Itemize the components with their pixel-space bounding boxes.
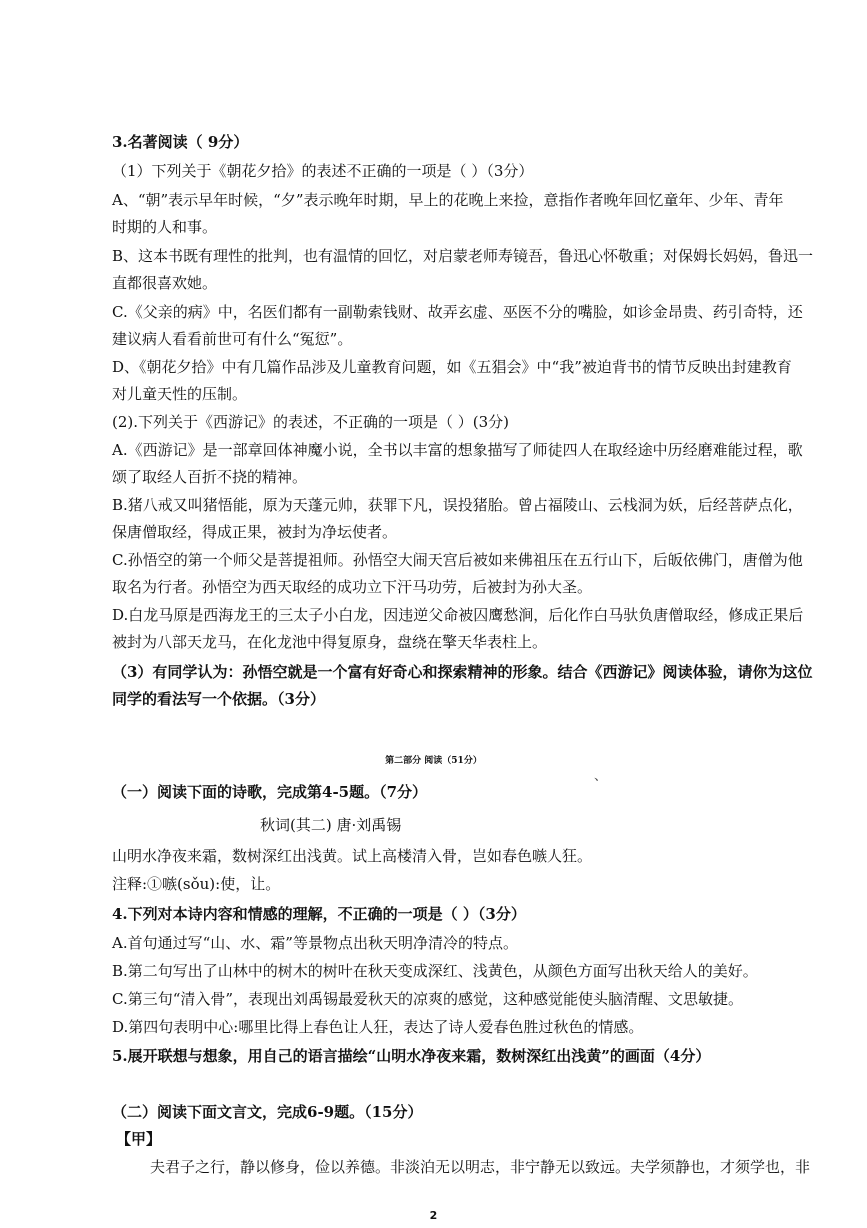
- section3-title: 3.名著阅读（ 9分）: [112, 133, 249, 151]
- stray-mark: 、: [594, 769, 608, 784]
- q4-option-d: D.第四句表明中心:哪里比得上春色让人狂，表达了诗人爱春色胜过秋色的情感。: [112, 1018, 644, 1036]
- q2-option-d-line1: D.白龙马原是西海龙王的三太子小白龙，因违逆父命被囚鹰愁涧，后化作白马驮负唐僧取经，修成正果后: [112, 606, 804, 624]
- q2-stem: (2).下列关于《西游记》的表述，不正确的一项是（ ）(3分): [112, 413, 510, 431]
- q1-option-c-line2: 建议病人看看前世可有什么“冤愆”。: [112, 330, 353, 348]
- q2-option-c-line2: 取名为行者。孙悟空为西天取经的成功立下汗马功劳，后被封为孙大圣。: [112, 578, 593, 596]
- q1-option-a-line2: 时期的人和事。: [112, 218, 218, 236]
- prose-section-intro: （二）阅读下面文言文，完成6-9题。（15分）: [112, 1103, 423, 1121]
- poem-title: 秋词(其二) 唐·刘禹锡: [260, 816, 402, 834]
- q4-stem: 4.下列对本诗内容和情感的理解，不正确的一项是（ ）（3分）: [112, 905, 526, 923]
- q1-option-b-line1: B、这本书既有理性的批判，也有温情的回忆，对启蒙老师寿镜吾，鲁迅心怀敬重；对保姆长妈妈，鲁迅一: [112, 247, 814, 265]
- poem-text: 山明水净夜来霜，数树深红出浅黄。试上高楼清入骨，岂如春色嗾人狂。: [112, 847, 593, 865]
- page-number: 2: [429, 1209, 438, 1222]
- q4-option-b: B.第二句写出了山林中的树木的树叶在秋天变成深红、浅黄色，从颜色方面写出秋天给人的美好。: [112, 962, 758, 980]
- q1-option-c-line1: C.《父亲的病》中，名医们都有一副勒索钱财、故弄玄虚、巫医不分的嘴脸，如诊金昂贵、药引奇特，还: [112, 303, 803, 321]
- prose-label: 【甲】: [116, 1130, 162, 1148]
- q1-option-d-line2: 对儿童天性的压制。: [112, 385, 248, 403]
- part2-heading: 第二部分 阅读（51分）: [385, 756, 482, 766]
- q3-line2: 同学的看法写一个依据。（3分）: [112, 690, 325, 708]
- q4-option-a: A.首句通过写“山、水、霜”等景物点出秋天明净清冷的特点。: [112, 934, 518, 952]
- q3-line1: （3）有同学认为：孙悟空就是一个富有好奇心和探索精神的形象。结合《西游记》阅读体验，请你为这位: [112, 663, 813, 681]
- q1-option-b-line2: 直都很喜欢她。: [112, 274, 218, 292]
- poem-note: 注释:①嗾(sǒu):使，让。: [112, 875, 281, 893]
- prose-text: 夫君子之行，静以修身，俭以养德。非淡泊无以明志，非宁静无以致远。夫学须静也，才须学也，非: [150, 1158, 811, 1176]
- q2-option-b-line2: 保唐僧取经，得成正果，被封为净坛使者。: [112, 523, 398, 541]
- q2-option-b-line1: B.猪八戒又叫猪悟能，原为天蓬元帅，获罪下凡，误投猪胎。曾占福陵山、云栈洞为妖，后经菩萨点化，: [112, 496, 803, 514]
- q2-option-c-line1: C.孙悟空的第一个师父是菩提祖师。孙悟空大闹天宫后被如来佛祖压在五行山下，后皈依佛门，唐僧为他: [112, 551, 803, 569]
- q2-option-a-line2: 颂了取经人百折不挠的精神。: [112, 468, 308, 486]
- q2-option-a-line1: A.《西游记》是一部章回体神魔小说，全书以丰富的想象描写了师徒四人在取经途中历经磨难能过程，歌: [112, 441, 803, 459]
- poem-section-intro: （一）阅读下面的诗歌，完成第4-5题。（7分）: [112, 783, 428, 801]
- q2-option-d-line2: 被封为八部天龙马，在化龙池中得复原身，盘绕在擎天华表柱上。: [112, 633, 548, 651]
- q1-option-d-line1: D、《朝花夕拾》中有几篇作品涉及儿童教育问题，如《五猖会》中“我”被迫背书的情节反映出封建教育: [112, 358, 792, 376]
- q1-stem: （1）下列关于《朝花夕拾》的表述不正确的一项是（ ）（3分）: [112, 162, 534, 180]
- q4-option-c: C.第三句“清入骨”，表现出刘禹锡最爱秋天的凉爽的感觉，这种感觉能使头脑清醒、文思敏捷。: [112, 990, 744, 1008]
- q5: 5.展开联想与想象，用自己的语言描绘“山明水净夜来霜，数树深红出浅黄”的画面（4分）: [112, 1047, 711, 1065]
- q1-option-a-line1: A、“朝”表示早年时候，“夕”表示晚年时期，早上的花晚上来捡，意指作者晚年回忆童年、少年、青年: [112, 191, 784, 209]
